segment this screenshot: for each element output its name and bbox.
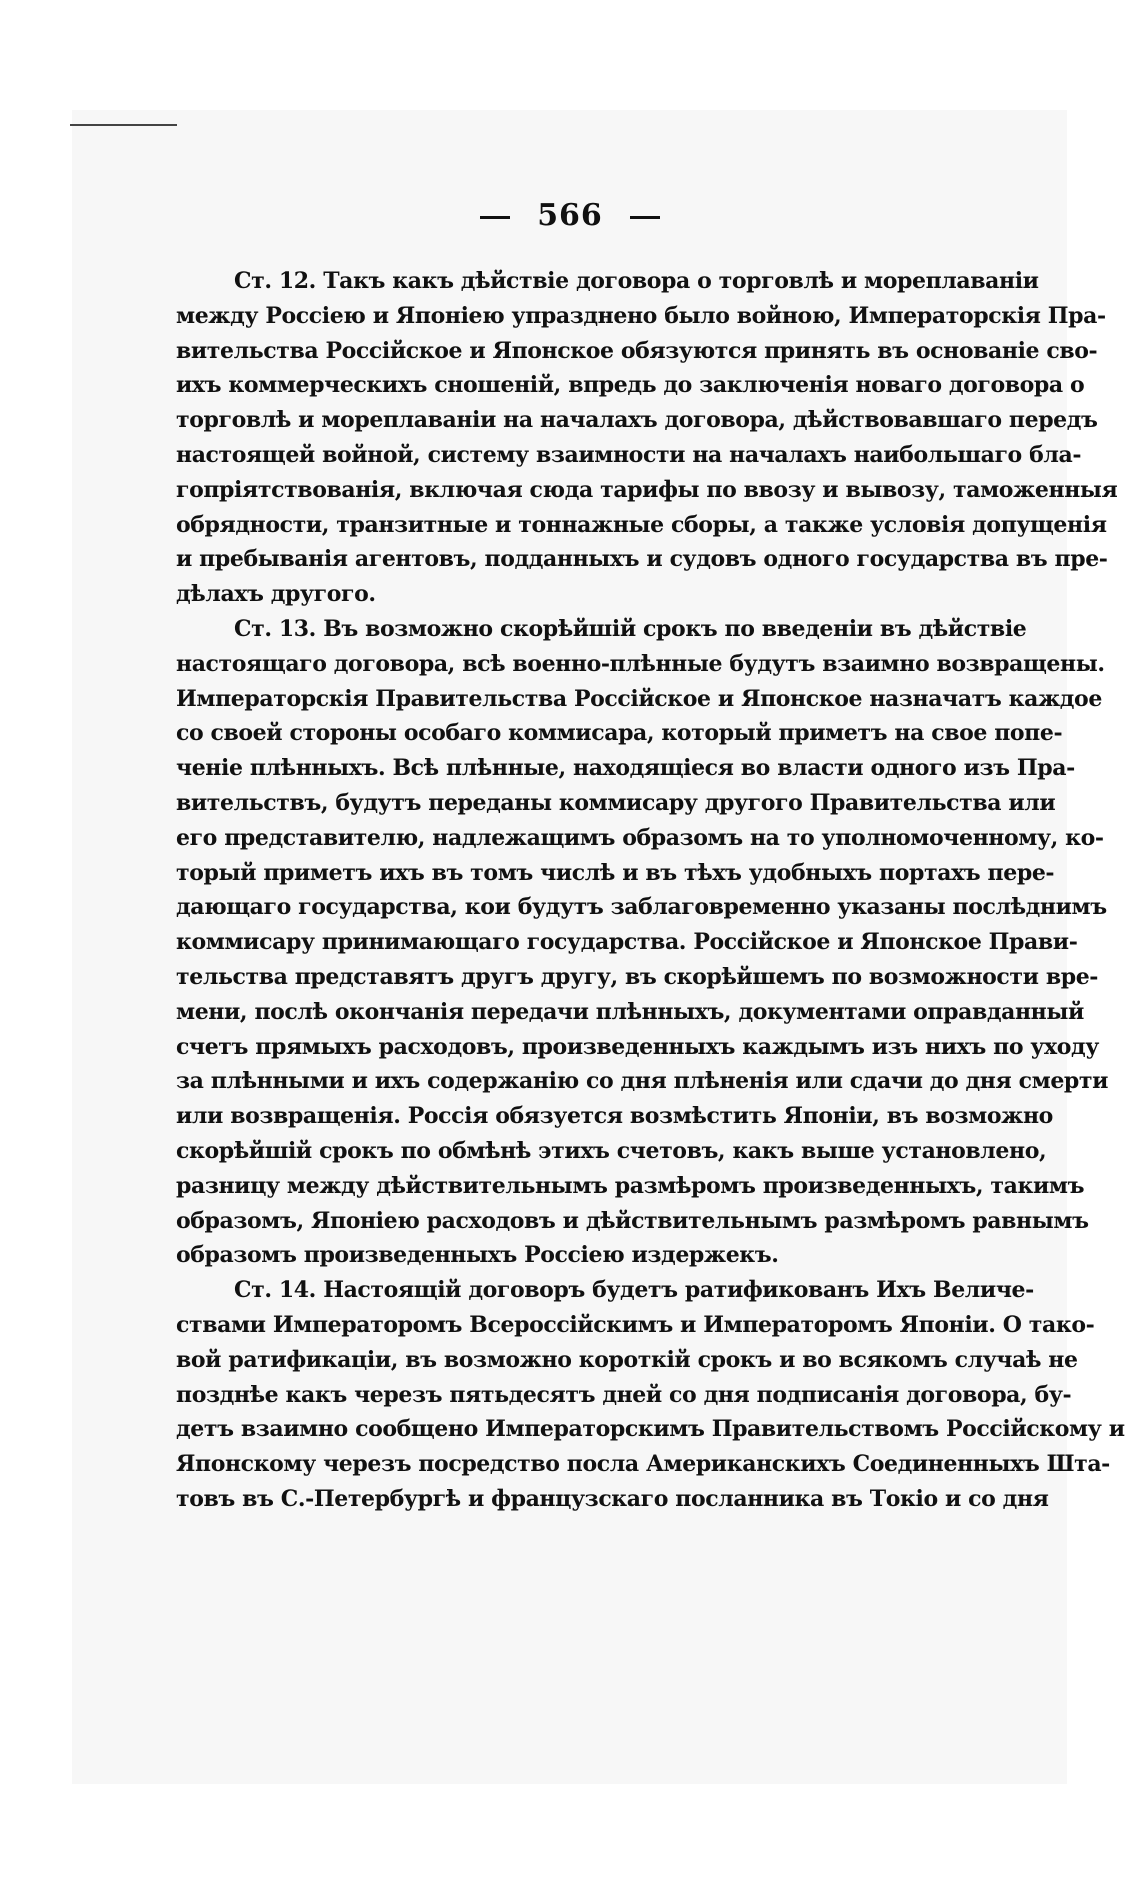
text-line: разницу между дѣйствительнымъ размѣромъ произведенныхъ, такимъ: [176, 1172, 1085, 1199]
text-line: образомъ, Японіею расходовъ и дѣйствительнымъ размѣромъ равнымъ: [176, 1207, 1089, 1234]
text-line: гопріятствованія, включая сюда тарифы по ввозу и вывозу, таможенныя: [176, 476, 1118, 503]
text-line: товъ въ С.-Петербургѣ и французскаго посланника въ Токіо и со дня: [176, 1485, 1049, 1512]
page-number: 566: [537, 198, 603, 233]
text-line: настоящаго договора, всѣ военно-плѣнные будутъ взаимно возвращены.: [176, 650, 1105, 677]
text-line: вой ратификаціи, въ возможно короткій срокъ и во всякомъ случаѣ не: [176, 1346, 1078, 1373]
text-line: ствами Императоромъ Всероссійскимъ и Императоромъ Японіи. О тако-: [176, 1311, 1095, 1338]
text-line: Ст. 12. Такъ какъ дѣйствіе договора о торговлѣ и мореплаваніи: [234, 268, 1039, 294]
text-line: между Россіею и Японіею упразднено было войною, Императорскія Пра-: [176, 302, 1106, 329]
text-line: торговлѣ и мореплаваніи на началахъ договора, дѣйствовавшаго передъ: [176, 407, 1098, 434]
text-line: счетъ прямыхъ расходовъ, произведенныхъ каждымъ изъ нихъ по уходу: [176, 1033, 1099, 1060]
text-line: Ст. 13. Въ возможно скорѣйшій срокъ по введеніи въ дѣйствіе: [234, 615, 1027, 642]
page-header: [0, 198, 1140, 233]
text-line: скорѣйшій срокъ по обмѣнѣ этихъ счетовъ, какъ выше установлено,: [176, 1137, 1047, 1164]
header-dash-right: [630, 216, 660, 219]
article-13: [176, 612, 1109, 1273]
text-line: позднѣе какъ черезъ пятьдесятъ дней со дня подписанія договора, бу-: [176, 1381, 1072, 1408]
text-line: ченіе плѣнныхъ. Всѣ плѣнные, находящіеся во власти одного изъ Пра-: [176, 755, 1075, 782]
text-line: торый приметъ ихъ въ томъ числѣ и въ тѣхъ удобныхъ портахъ пере-: [176, 859, 1055, 886]
text-line: его представителю, надлежащимъ образомъ на то уполномоченному, ко-: [176, 824, 1104, 851]
text-line: или возвращенія. Россія обязуется возмѣстить Японіи, въ возможно: [176, 1103, 1053, 1130]
text-line: и пребыванія агентовъ, подданныхъ и судовъ одного государства въ пре-: [176, 546, 1108, 573]
text-line: детъ взаимно сообщено Императорскимъ Правительствомъ Россійскому и: [176, 1416, 1125, 1443]
text-line: настоящей войной, систему взаимности на началахъ наибольшаго бла-: [176, 441, 1082, 468]
text-line: вительствъ, будутъ переданы коммисару другого Правительства или: [176, 789, 1056, 816]
text-line: вительства Россійское и Японское обязуются принять въ основаніе сво-: [176, 337, 1098, 364]
article-14: [176, 1273, 1125, 1517]
header-dash-left: [480, 216, 510, 219]
text-line: дающаго государства, кои будутъ заблаговременно указаны послѣднимъ: [176, 894, 1107, 921]
text-line: Ст. 14. Настоящій договоръ будетъ ратификованъ Ихъ Величе-: [234, 1277, 1034, 1304]
corner-rule: [70, 124, 177, 126]
text-line: мени, послѣ окончанія передачи плѣнныхъ, документами оправданный: [176, 998, 1084, 1025]
text-line: коммисару принимающаго государства. Россійское и Японское Прави-: [176, 929, 1078, 956]
body-text: [176, 264, 1125, 1517]
text-line: дѣлахъ другого.: [176, 581, 376, 608]
text-line: за плѣнными и ихъ содержанію со дня плѣненія или сдачи до дня смерти: [176, 1068, 1109, 1095]
text-line: ихъ коммерческихъ сношеній, впредь до заключенія новаго договора о: [176, 372, 1085, 399]
article-12: [176, 264, 1118, 612]
text-line: обрядности, транзитные и тоннажные сборы, а также условія допущенія: [176, 511, 1107, 538]
text-line: Императорскія Правительства Россійское и Японское назначатъ каждое: [176, 685, 1102, 712]
text-line: Японскому черезъ посредство посла Американскихъ Соединенныхъ Шта-: [176, 1451, 1110, 1478]
text-line: образомъ произведенныхъ Россіею издержекъ.: [176, 1242, 779, 1269]
text-line: тельства представятъ другъ другу, въ скорѣйшемъ по возможности вре-: [176, 963, 1099, 990]
text-line: со своей стороны особаго коммисара, который приметъ на свое попе-: [176, 720, 1063, 747]
